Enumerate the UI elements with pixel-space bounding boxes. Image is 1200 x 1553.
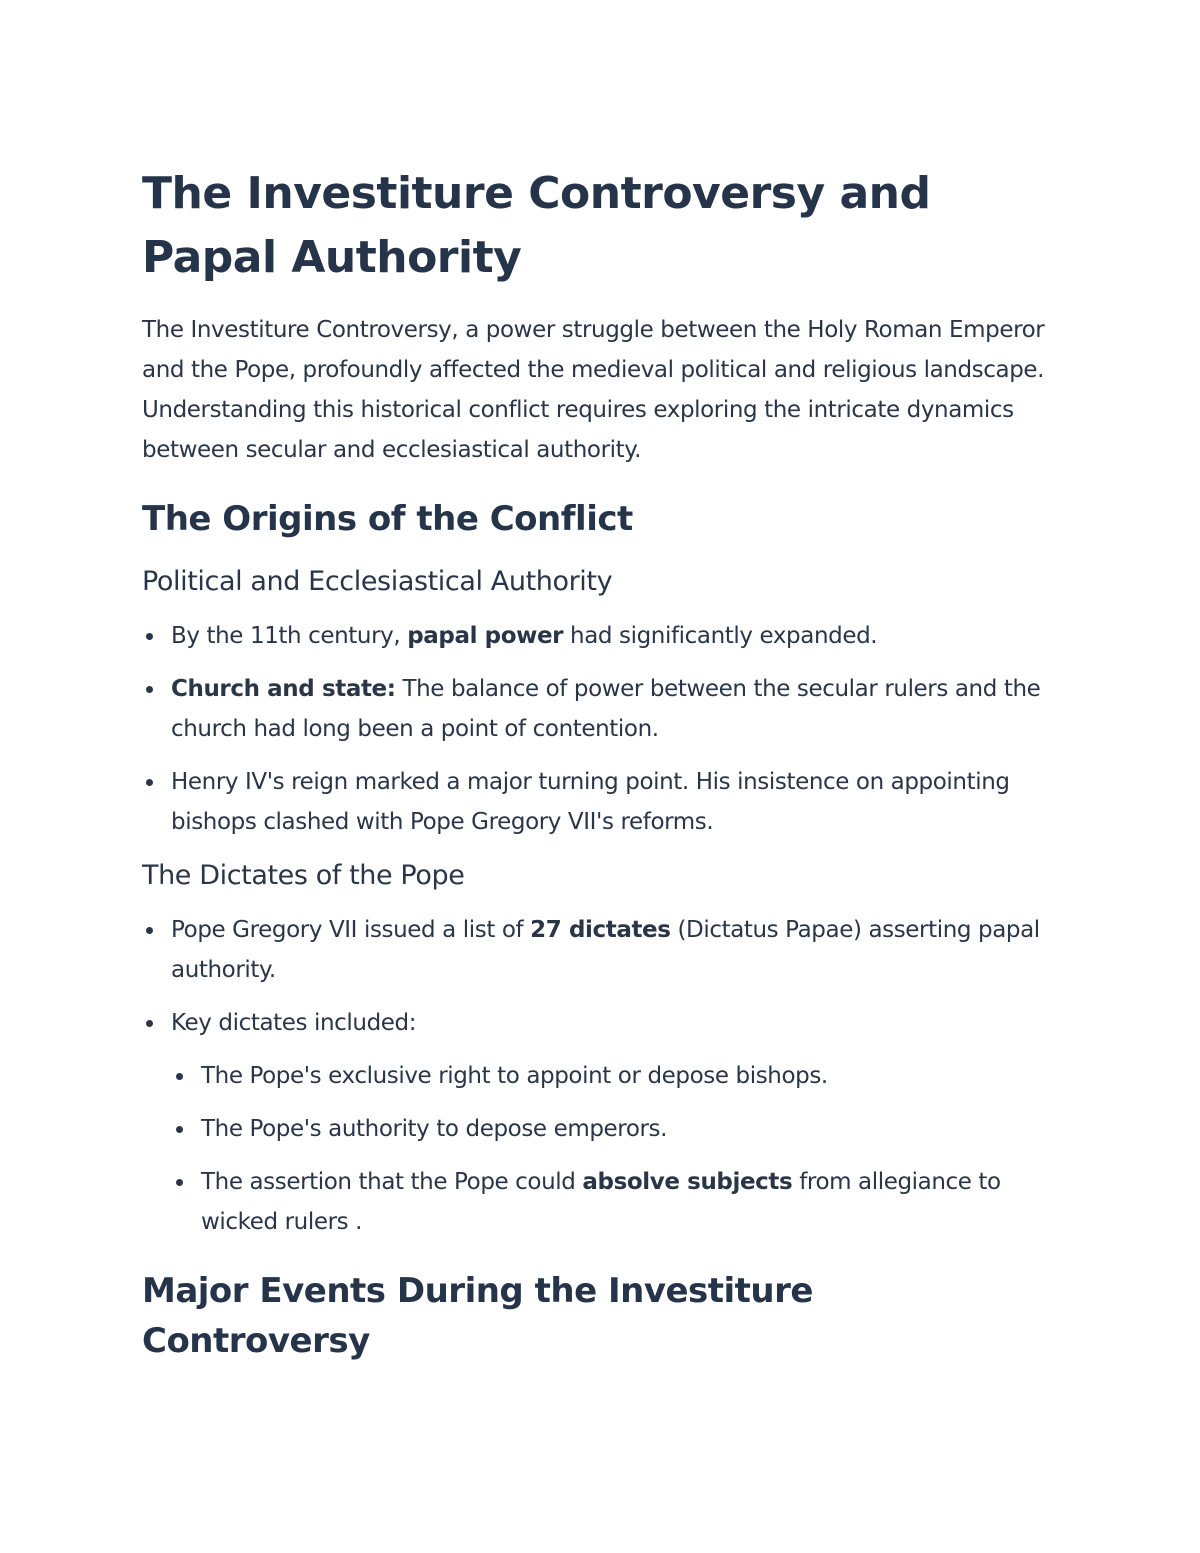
bullet-icon xyxy=(146,927,153,934)
bullet-icon xyxy=(146,686,153,693)
bullet-icon xyxy=(146,633,153,640)
section-heading-major-events: Major Events During the Investiture Controversy xyxy=(142,1271,813,1361)
document-title: The Investiture Controversy and Papal Authority xyxy=(142,168,931,283)
bullet-icon xyxy=(176,1073,183,1080)
document-page xyxy=(142,162,1052,1384)
nested-list-item: The assertion that the Pope could absolve subjects from allegiance to wicked rulers . xyxy=(201,1162,1052,1242)
section-heading-origins: The Origins of the Conflict xyxy=(142,499,633,539)
list-item: Henry IV's reign marked a major turning point. His insistence on appointing bishops clashed with Pope Gregory VII's reforms. xyxy=(171,762,1052,842)
bullet-icon xyxy=(176,1126,183,1133)
bullet-icon xyxy=(146,1020,153,1027)
subheading-dictates: The Dictates of the Pope xyxy=(142,860,465,891)
list-item: By the 11th century, papal power had significantly expanded. xyxy=(171,616,1052,656)
subheading-political-authority: Political and Ecclesiastical Authority xyxy=(142,566,613,597)
authority-list xyxy=(142,616,1052,842)
list-item: Pope Gregory VII issued a list of 27 dictates (Dictatus Papae) asserting papal authority. xyxy=(171,910,1052,990)
list-item: Key dictates included: The Pope's exclusive right to appoint or depose bishops. The Pope's authority to depose emperors. The assertion that the Pope could absolve subjects from allegiance to wicked rulers . xyxy=(171,1003,1052,1242)
nested-list-item: The Pope's authority to depose emperors. xyxy=(201,1109,1052,1149)
nested-dictates-list xyxy=(171,1056,1052,1242)
intro-paragraph: The Investiture Controversy, a power struggle between the Holy Roman Emperor and the Pope, profoundly affected the medieval political and religious landscape. Understanding this historical conflict requires exploring the intricate dynamics between secular and ecclesiastical authority. xyxy=(142,317,1045,463)
dictates-list xyxy=(142,910,1052,1242)
bullet-icon xyxy=(146,779,153,786)
nested-list-item: The Pope's exclusive right to appoint or depose bishops. xyxy=(201,1056,1052,1096)
bullet-icon xyxy=(176,1179,183,1186)
list-item: Church and state: The balance of power between the secular rulers and the church had long been a point of contention. xyxy=(171,669,1052,749)
